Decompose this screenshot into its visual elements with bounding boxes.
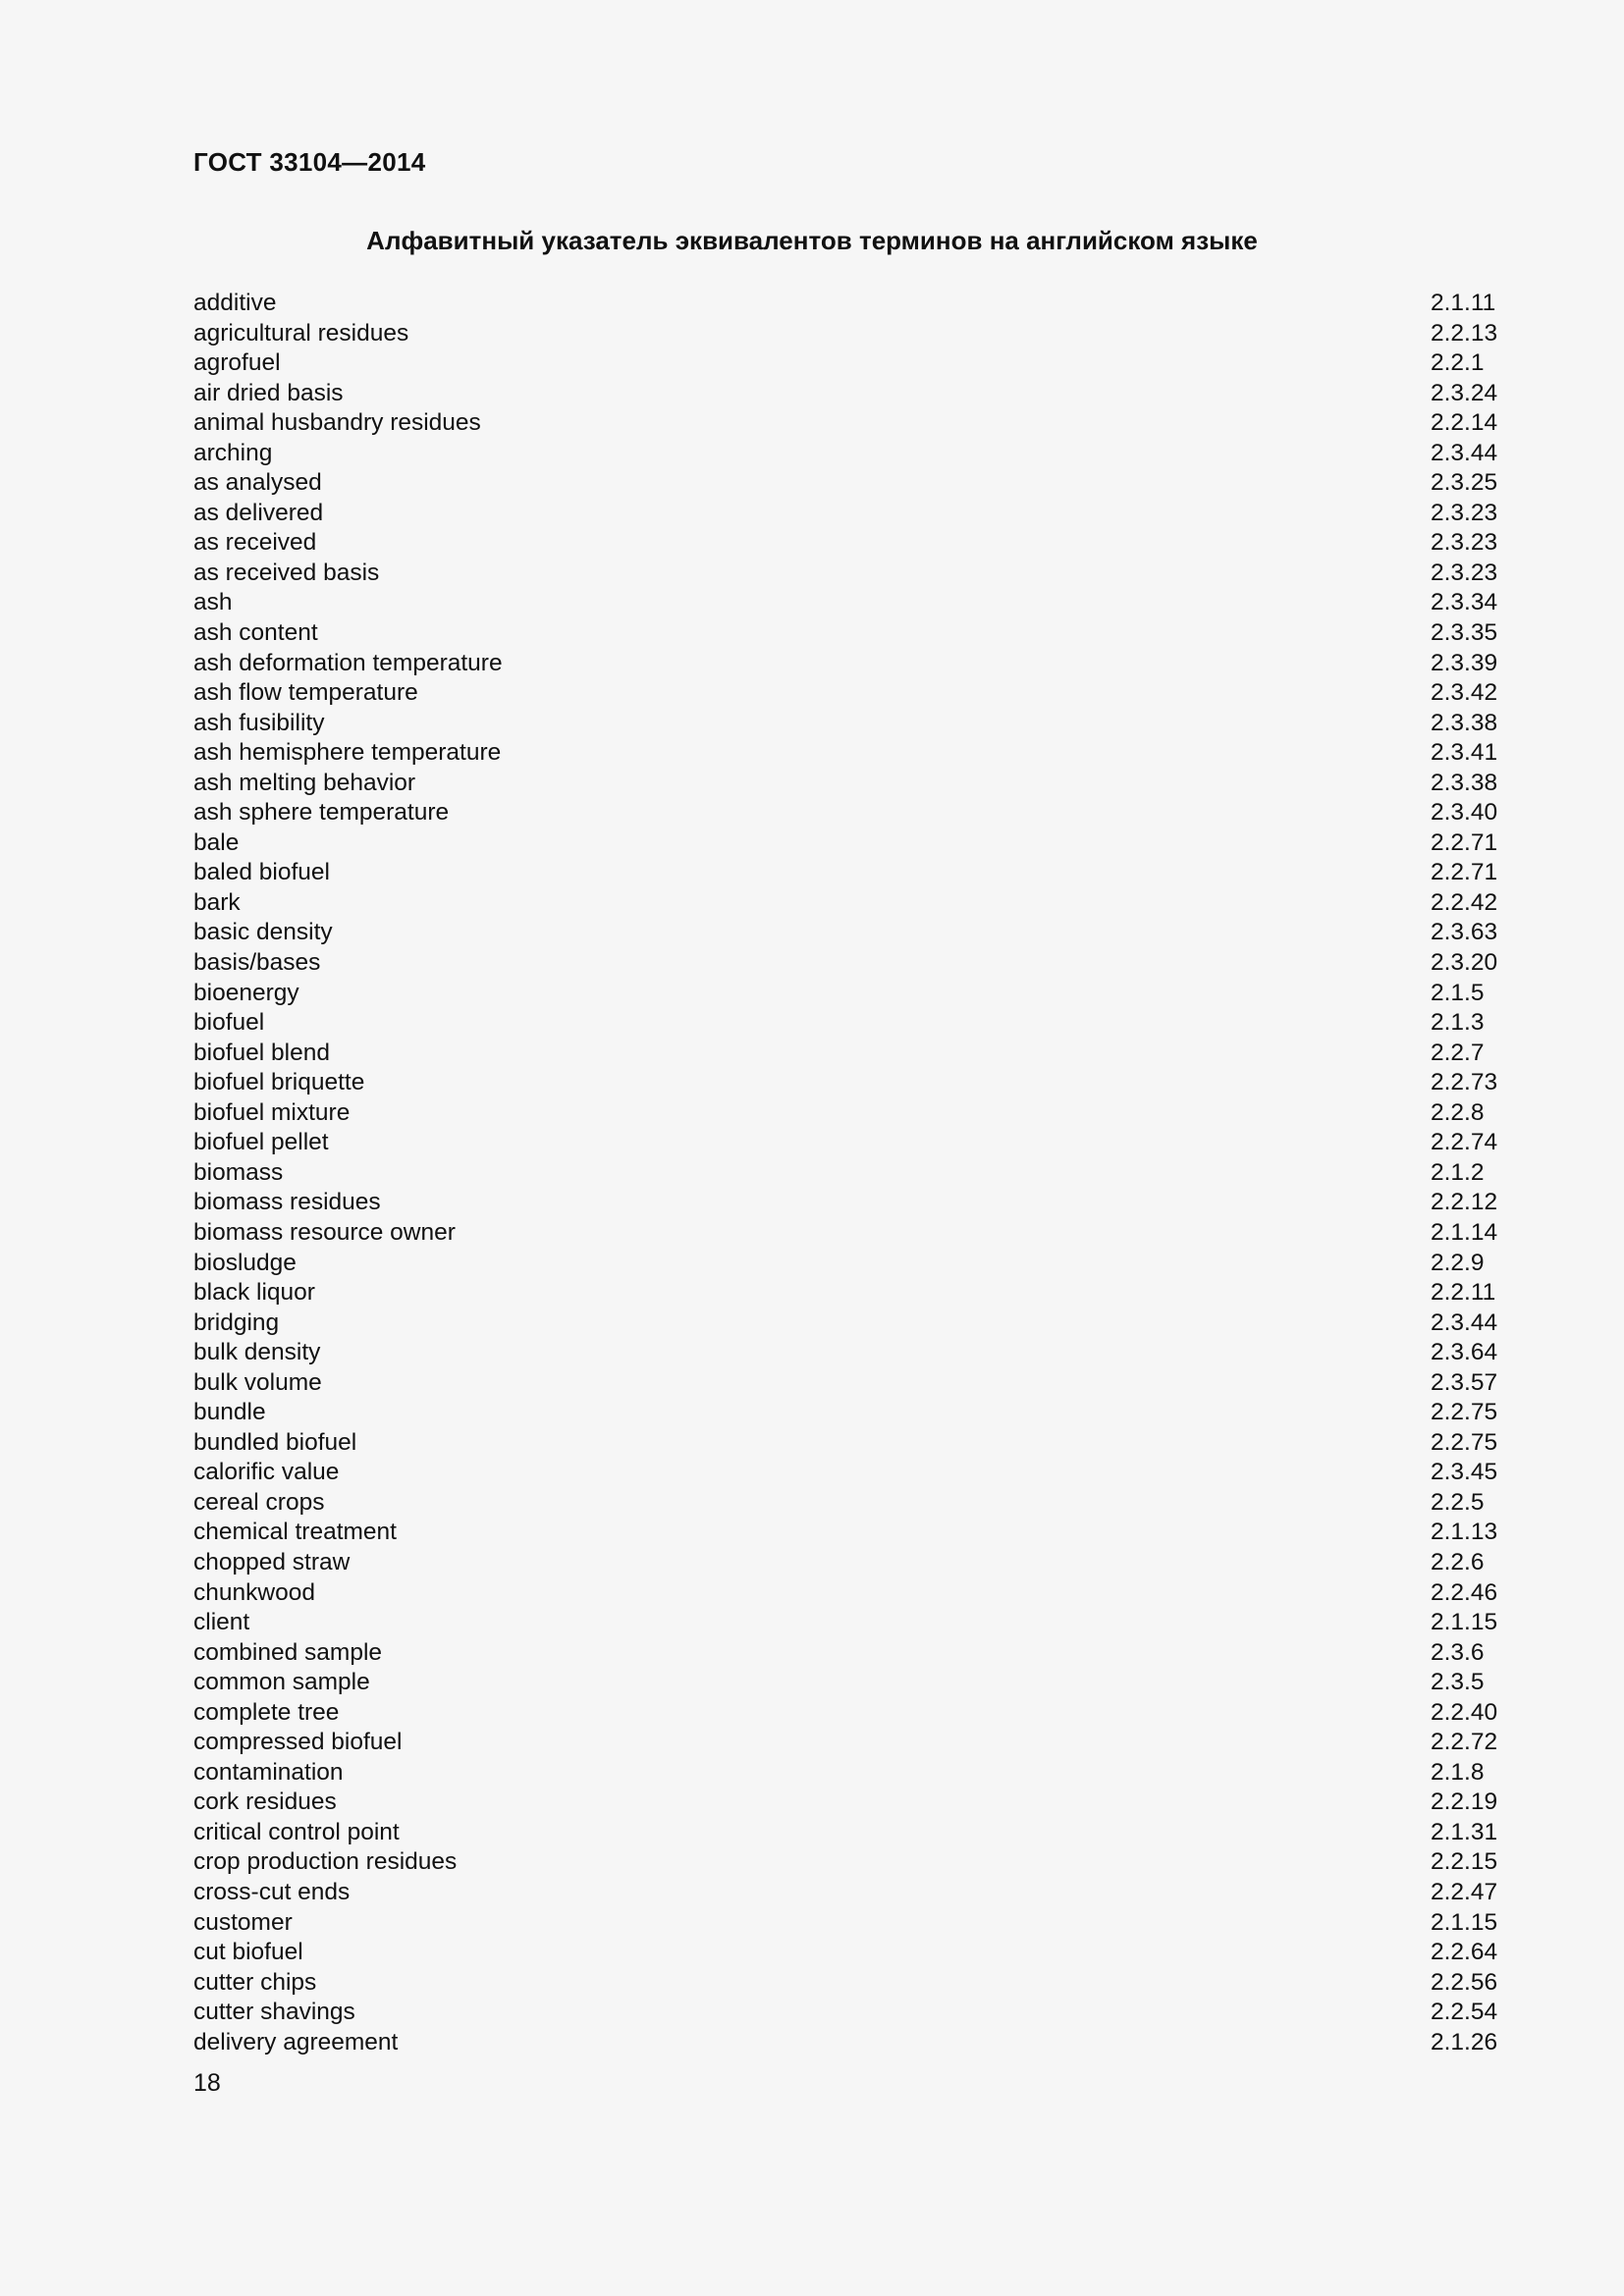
index-reference: 2.3.44 <box>1431 439 1498 466</box>
index-term: delivery agreement <box>193 2028 399 2056</box>
index-entry <box>193 439 1499 469</box>
index-term: basis/bases <box>193 949 321 977</box>
index-entry <box>193 499 1499 529</box>
index-reference: 2.3.39 <box>1431 649 1498 676</box>
index-term: chemical treatment <box>193 1519 397 1546</box>
index-entry <box>193 1308 1499 1339</box>
index-reference: 2.2.72 <box>1431 1729 1498 1756</box>
index-entry <box>193 1218 1499 1249</box>
index-reference: 2.2.54 <box>1431 1999 1498 2026</box>
index-title: Алфавитный указатель эквивалентов терминов на английском языке <box>366 226 1258 255</box>
index-entry <box>193 1878 1499 1908</box>
index-reference: 2.3.41 <box>1431 739 1498 767</box>
index-entry <box>193 1938 1499 1968</box>
page-number: 18 <box>193 2069 221 2097</box>
index-term: crop production residues <box>193 1848 458 1876</box>
index-entry <box>193 1518 1499 1548</box>
index-term: compressed biofuel <box>193 1729 403 1756</box>
index-term: ash melting behavior <box>193 769 416 796</box>
index-term: animal husbandry residues <box>193 409 481 437</box>
index-term: biomass residues <box>193 1189 381 1216</box>
index-term: client <box>193 1609 250 1636</box>
index-entry <box>193 1188 1499 1218</box>
index-term: biofuel blend <box>193 1039 330 1066</box>
index-term: cereal crops <box>193 1488 325 1516</box>
index-entry <box>193 709 1499 739</box>
index-reference: 2.2.40 <box>1431 1698 1498 1726</box>
index-reference: 2.3.38 <box>1431 709 1498 736</box>
index-reference: 2.2.71 <box>1431 859 1498 886</box>
index-entry <box>193 1728 1499 1758</box>
index-reference: 2.3.23 <box>1431 499 1498 526</box>
index-term: calorific value <box>193 1459 340 1486</box>
index-entry <box>193 1998 1499 2028</box>
index-entry <box>193 1578 1499 1609</box>
index-reference: 2.1.15 <box>1431 1908 1498 1936</box>
index-entry <box>193 1338 1499 1368</box>
index-entry <box>193 289 1499 319</box>
index-term: as analysed <box>193 469 322 497</box>
index-term: basic density <box>193 919 333 946</box>
index-term: cross-cut ends <box>193 1878 351 1905</box>
index-entry <box>193 1158 1499 1189</box>
index-reference: 2.3.64 <box>1431 1339 1498 1366</box>
index-reference: 2.2.14 <box>1431 409 1498 437</box>
index-term: bulk density <box>193 1339 321 1366</box>
document-code: ГОСТ 33104—2014 <box>193 147 426 177</box>
index-entry <box>193 1039 1499 1069</box>
index-reference: 2.2.15 <box>1431 1848 1498 1876</box>
index-reference: 2.3.63 <box>1431 919 1498 946</box>
index-entry <box>193 559 1499 589</box>
index-term: cut biofuel <box>193 1939 303 1966</box>
index-entry <box>193 1908 1499 1939</box>
index-reference: 2.2.1 <box>1431 349 1485 377</box>
index-term: combined sample <box>193 1638 383 1666</box>
index-reference: 2.2.9 <box>1431 1249 1485 1276</box>
index-reference: 2.2.19 <box>1431 1789 1498 1816</box>
index-entry <box>193 1368 1499 1399</box>
index-reference: 2.2.12 <box>1431 1189 1498 1216</box>
index-reference: 2.2.13 <box>1431 319 1498 347</box>
index-reference: 2.1.5 <box>1431 979 1485 1006</box>
index-term: chunkwood <box>193 1578 315 1606</box>
index-term: air dried basis <box>193 379 344 406</box>
index-entry <box>193 1548 1499 1578</box>
index-reference: 2.1.26 <box>1431 2028 1498 2056</box>
index-term: complete tree <box>193 1698 340 1726</box>
index-entry <box>193 918 1499 948</box>
index-entry <box>193 1398 1499 1428</box>
index-term: additive <box>193 290 277 316</box>
index-term: arching <box>193 439 273 466</box>
index-term: contamination <box>193 1758 344 1786</box>
index-reference: 2.3.5 <box>1431 1669 1485 1696</box>
index-term: bioenergy <box>193 979 299 1006</box>
index-reference: 2.3.23 <box>1431 529 1498 557</box>
index-entry <box>193 1098 1499 1129</box>
index-entry <box>193 678 1499 709</box>
index-reference: 2.2.5 <box>1431 1488 1485 1516</box>
index-entry <box>193 528 1499 559</box>
index-reference: 2.3.57 <box>1431 1368 1498 1396</box>
index-entry <box>193 1818 1499 1848</box>
index-reference: 2.3.23 <box>1431 559 1498 586</box>
index-reference: 2.2.46 <box>1431 1578 1498 1606</box>
index-entry <box>193 408 1499 439</box>
index-term: bundle <box>193 1399 266 1426</box>
index-reference: 2.3.44 <box>1431 1308 1498 1336</box>
index-reference: 2.2.8 <box>1431 1098 1485 1126</box>
index-reference: 2.2.11 <box>1431 1279 1496 1307</box>
index-reference: 2.2.71 <box>1431 828 1498 856</box>
index-reference: 2.2.75 <box>1431 1428 1498 1456</box>
index-reference: 2.1.2 <box>1431 1158 1485 1186</box>
index-reference: 2.2.7 <box>1431 1039 1485 1066</box>
index-term: ash fusibility <box>193 709 325 736</box>
index-reference: 2.3.34 <box>1431 589 1498 616</box>
index-reference: 2.2.6 <box>1431 1548 1485 1575</box>
index-entry <box>193 1788 1499 1818</box>
index-entry <box>193 1278 1499 1308</box>
index-term: as delivered <box>193 499 324 526</box>
index-entry <box>193 979 1499 1009</box>
index-term: critical control point <box>193 1818 400 1845</box>
index-reference: 2.3.40 <box>1431 799 1498 827</box>
index-reference: 2.1.13 <box>1431 1519 1498 1546</box>
index-entry <box>193 888 1499 919</box>
index-term: chopped straw <box>193 1548 351 1575</box>
index-entry <box>193 1758 1499 1789</box>
index-reference: 2.2.42 <box>1431 888 1498 916</box>
index-entry <box>193 1249 1499 1279</box>
index-term: biofuel <box>193 1009 265 1037</box>
index-entry <box>193 1128 1499 1158</box>
index-term: biofuel briquette <box>193 1069 365 1096</box>
index-term: black liquor <box>193 1279 315 1307</box>
index-term: cork residues <box>193 1789 337 1816</box>
index-reference: 2.3.38 <box>1431 769 1498 796</box>
index-reference: 2.1.31 <box>1431 1818 1498 1845</box>
index-term: bulk volume <box>193 1368 322 1396</box>
index-reference: 2.2.56 <box>1431 1968 1498 1996</box>
index-term: biofuel pellet <box>193 1129 329 1156</box>
index-entry <box>193 738 1499 769</box>
index-reference: 2.1.8 <box>1431 1758 1485 1786</box>
index-term: agricultural residues <box>193 319 409 347</box>
index-entry <box>193 769 1499 799</box>
index-entry <box>193 348 1499 379</box>
index-entry <box>193 1458 1499 1488</box>
index-term: biomass <box>193 1158 284 1186</box>
term-index-list <box>193 289 1499 2057</box>
index-entry <box>193 379 1499 409</box>
index-term: as received <box>193 529 317 557</box>
index-entry <box>193 1847 1499 1878</box>
index-entry <box>193 1068 1499 1098</box>
index-term: agrofuel <box>193 349 281 377</box>
index-reference: 2.3.42 <box>1431 679 1498 707</box>
index-entry <box>193 2028 1499 2058</box>
index-reference: 2.3.24 <box>1431 379 1498 406</box>
index-entry <box>193 1608 1499 1638</box>
index-term: bale <box>193 828 240 856</box>
index-term: bundled biofuel <box>193 1428 357 1456</box>
index-entry <box>193 588 1499 618</box>
index-term: biomass resource owner <box>193 1218 456 1246</box>
index-term: ash content <box>193 619 318 647</box>
index-reference: 2.1.3 <box>1431 1009 1485 1037</box>
index-entry <box>193 1638 1499 1669</box>
index-entry <box>193 1008 1499 1039</box>
index-reference: 2.2.47 <box>1431 1878 1498 1905</box>
index-reference: 2.2.64 <box>1431 1939 1498 1966</box>
index-term: ash flow temperature <box>193 679 418 707</box>
index-term: bark <box>193 888 241 916</box>
index-reference: 2.2.75 <box>1431 1399 1498 1426</box>
index-entry <box>193 618 1499 649</box>
index-term: ash hemisphere temperature <box>193 739 502 767</box>
index-entry <box>193 468 1499 499</box>
index-term: ash <box>193 589 233 616</box>
index-entry <box>193 1488 1499 1519</box>
index-entry <box>193 858 1499 888</box>
index-reference: 2.3.20 <box>1431 949 1498 977</box>
index-reference: 2.3.45 <box>1431 1459 1498 1486</box>
index-reference: 2.2.73 <box>1431 1069 1498 1096</box>
index-entry <box>193 319 1499 349</box>
index-entry <box>193 1968 1499 1999</box>
index-reference: 2.3.6 <box>1431 1638 1485 1666</box>
index-reference: 2.1.15 <box>1431 1609 1498 1636</box>
index-entry <box>193 948 1499 979</box>
index-reference: 2.1.14 <box>1431 1218 1498 1246</box>
index-reference: 2.2.74 <box>1431 1129 1498 1156</box>
index-term: baled biofuel <box>193 859 330 886</box>
index-term: ash deformation temperature <box>193 649 503 676</box>
index-term: ash sphere temperature <box>193 799 450 827</box>
index-term: common sample <box>193 1669 370 1696</box>
index-entry <box>193 1428 1499 1459</box>
index-term: biosludge <box>193 1249 297 1276</box>
index-reference: 2.3.25 <box>1431 469 1498 497</box>
index-term: as received basis <box>193 559 380 586</box>
index-term: biofuel mixture <box>193 1098 351 1126</box>
index-term: cutter chips <box>193 1968 317 1996</box>
index-entry <box>193 649 1499 679</box>
index-reference: 2.1.11 <box>1431 290 1496 316</box>
index-term: bridging <box>193 1308 280 1336</box>
index-term: customer <box>193 1908 293 1936</box>
index-entry <box>193 1668 1499 1698</box>
index-reference: 2.3.35 <box>1431 619 1498 647</box>
index-entry <box>193 798 1499 828</box>
index-entry <box>193 1698 1499 1729</box>
index-term: cutter shavings <box>193 1999 355 2026</box>
index-entry <box>193 828 1499 859</box>
